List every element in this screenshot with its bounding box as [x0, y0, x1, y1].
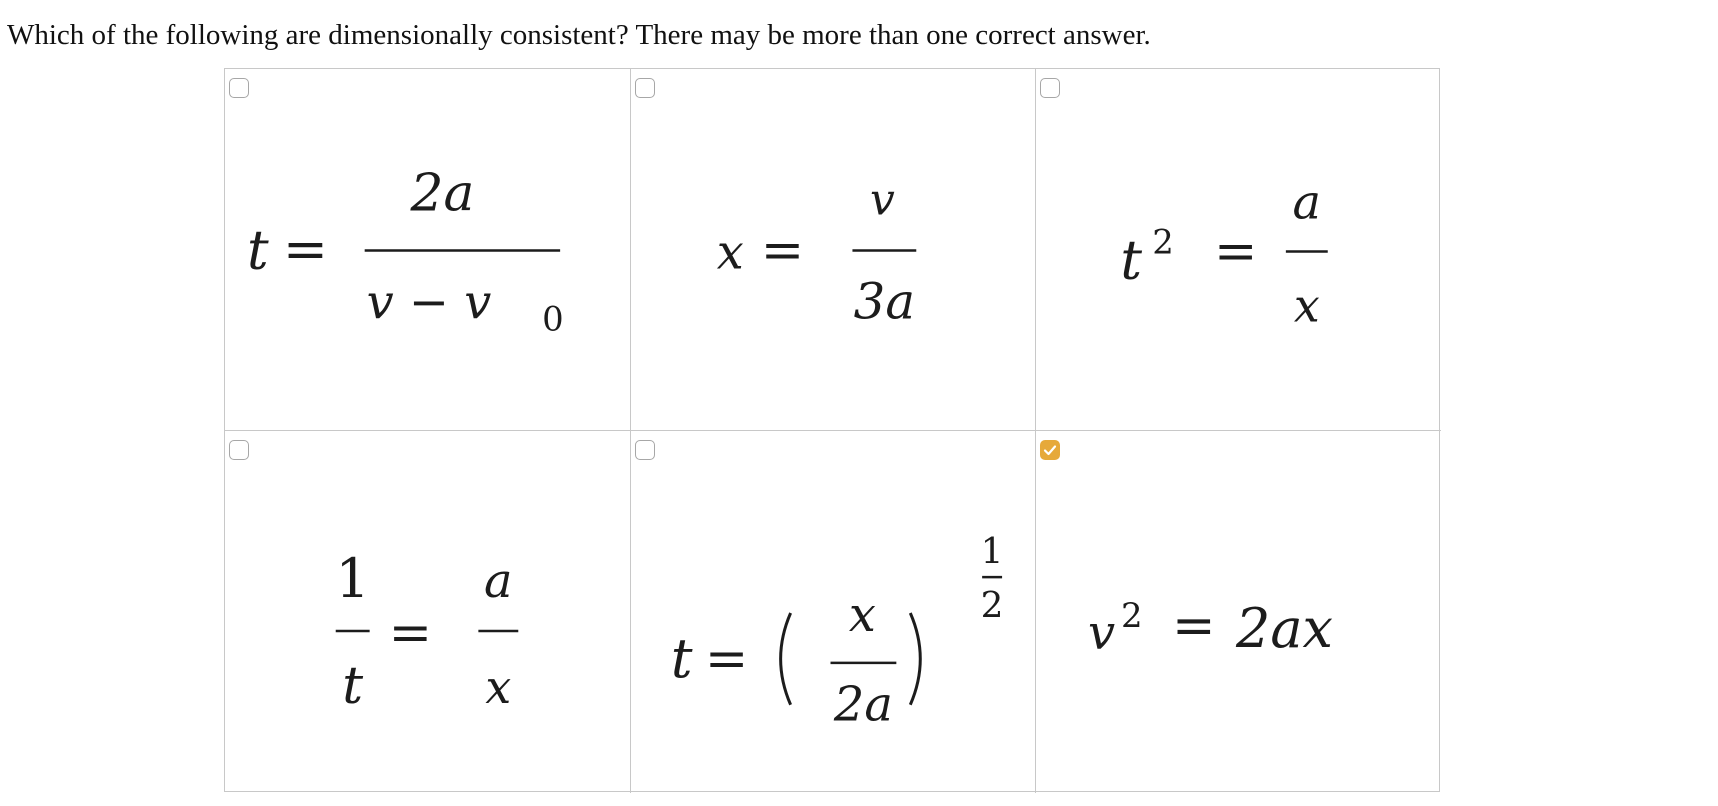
option-5-equation — [631, 431, 1035, 793]
answer-option-5[interactable] — [631, 431, 1036, 793]
eq4-lhs-numerator: 1 — [335, 547, 370, 611]
eq5-right-paren — [910, 613, 920, 705]
answer-option-4[interactable] — [225, 431, 631, 793]
eq6-equals: = — [1172, 596, 1216, 656]
eq1-equals: = — [282, 217, 329, 281]
option-1-equation — [225, 69, 630, 430]
eq2-denominator: 3a — [853, 272, 916, 331]
eq6-rhs: 2ax — [1236, 597, 1334, 660]
eq5-lhs: t — [670, 626, 693, 690]
option-3-equation — [1036, 69, 1441, 430]
answer-option-2[interactable] — [631, 69, 1036, 431]
eq3-numerator: a — [1292, 175, 1322, 231]
eq5-denominator: 2a — [833, 677, 893, 733]
eq4-rhs-numerator: a — [484, 554, 513, 610]
eq5-exponent-numerator: 1 — [980, 531, 1004, 573]
eq1-lhs: t — [247, 218, 269, 282]
eq3-equals: = — [1214, 221, 1258, 282]
answer-option-3[interactable] — [1036, 69, 1441, 431]
eq1-denominator: v − v — [366, 275, 492, 331]
eq2-numerator: v — [869, 174, 895, 226]
eq2-equals: = — [760, 220, 805, 281]
question-text: Which of the following are dimensionally consistent? There may be more than one correct answer. — [7, 19, 1151, 51]
answer-option-6[interactable] — [1036, 431, 1441, 793]
eq3-lhs-exponent: 2 — [1152, 222, 1174, 262]
option-2-equation — [631, 69, 1035, 430]
eq4-lhs-denominator: t — [342, 655, 364, 716]
option-4-equation — [225, 431, 630, 793]
eq4-equals: = — [388, 602, 433, 663]
eq2-lhs: x — [716, 225, 744, 281]
option-6-equation — [1036, 431, 1441, 793]
eq1-numerator: 2a — [410, 163, 475, 224]
eq4-rhs-denominator: x — [485, 659, 512, 714]
eq5-left-paren — [781, 613, 791, 705]
eq5-exponent-denominator: 2 — [980, 584, 1004, 626]
eq1-denominator-subscript: 0 — [542, 299, 564, 339]
eq3-denominator: x — [1293, 278, 1320, 333]
eq6-lhs: v — [1088, 605, 1116, 661]
eq3-lhs: t — [1120, 228, 1142, 292]
answer-grid — [224, 68, 1440, 792]
answer-option-1[interactable] — [225, 69, 631, 431]
eq5-equals: = — [704, 628, 749, 689]
eq5-numerator: x — [848, 587, 876, 643]
eq6-lhs-exponent: 2 — [1121, 596, 1143, 636]
